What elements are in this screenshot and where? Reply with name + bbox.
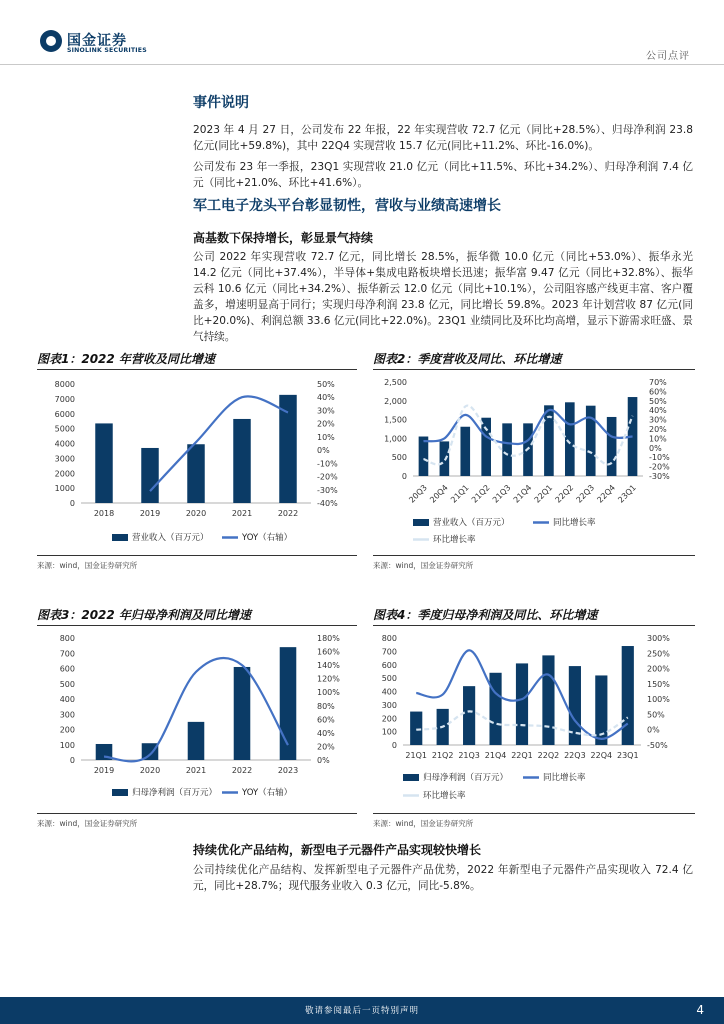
bar <box>440 441 450 476</box>
figure4-bottom-rule <box>373 813 695 814</box>
y2-tick-label: 60% <box>649 387 667 397</box>
x-tick-label: 21Q1 <box>449 483 471 505</box>
y-tick-label: 0 <box>401 472 407 481</box>
figure2-title: 图表2：季度营收及同比、环比增速 <box>373 352 562 366</box>
figure3-title: 图表3：2022 年归母净利润及同比增速 <box>37 608 251 622</box>
x-tick-label: 22Q4 <box>595 483 618 505</box>
legend-label: 环比增长率 <box>423 791 466 801</box>
section-title-growth: 军工电子龙头平台彰显韧性，营收与业绩高速增长 <box>193 198 501 214</box>
y-tick-label: 700 <box>59 649 75 659</box>
y2-tick-label: 120% <box>317 674 340 684</box>
x-tick-label: 2021 <box>231 509 253 518</box>
bar <box>419 437 429 476</box>
y2-tick-label: 50% <box>317 380 335 389</box>
y2-tick-label: 20% <box>317 419 335 429</box>
x-tick-label: 23Q1 <box>616 751 639 760</box>
y2-tick-label: -30% <box>317 485 338 495</box>
x-tick-label: 2022 <box>277 509 299 518</box>
legend-label: 归母净利润（百万元） <box>132 788 218 798</box>
footer-notice: 敬请参阅最后一页特别声明 <box>304 1006 419 1016</box>
x-tick-label: 20Q3 <box>407 483 429 505</box>
event-para-2: 公司发布 23 年一季报，23Q1 实现营收 21.0 亿元（同比+11.5%、环比+34.2%）、归母净利润 7.4 亿元（同比+21.0%、环比+41.6%）。 <box>193 161 693 189</box>
chart-netprofit-annual <box>37 628 357 808</box>
page-number: 4 <box>696 1003 704 1017</box>
figure2-top-rule <box>373 369 695 370</box>
y2-tick-label: 0% <box>647 725 660 735</box>
legend-label: 营业收入（百万元） <box>433 518 510 528</box>
legend-swatch-bar <box>413 519 429 526</box>
bar <box>463 686 475 745</box>
x-tick-label: 2022 <box>231 766 253 775</box>
bar <box>516 663 528 745</box>
x-tick-label: 21Q3 <box>458 751 480 760</box>
y-tick-label: 6000 <box>54 409 75 419</box>
y-tick-label: 500 <box>391 453 407 463</box>
chart-netprofit-quarterly <box>373 628 695 808</box>
y2-tick-label: 50% <box>649 396 667 406</box>
y2-tick-label: 250% <box>647 649 670 659</box>
x-tick-label: 23Q1 <box>616 483 638 505</box>
y-tick-label: 200 <box>381 714 397 724</box>
y2-tick-label: 40% <box>649 406 667 416</box>
product-paragraph-text: 公司持续优化产品结构、发挥新型电子元器件产品优势，2022 年新型电子元器件产品实现收入 72.4 亿元，同比+28.7%；现代服务业收入 0.3 亿元，同比-5.8%。 <box>193 864 693 892</box>
legend-label: 同比增长率 <box>543 773 586 783</box>
bar <box>279 395 296 503</box>
y2-tick-label: 20% <box>317 742 335 752</box>
x-tick-label: 22Q2 <box>537 751 560 760</box>
y2-tick-label: 60% <box>317 715 335 725</box>
x-tick-label: 2019 <box>93 766 115 775</box>
bar <box>234 667 251 760</box>
y-tick-label: 0 <box>69 756 75 765</box>
y2-tick-label: -50% <box>647 741 668 750</box>
y-tick-label: 600 <box>59 664 75 674</box>
x-tick-label: 22Q4 <box>590 751 613 760</box>
legend-label: 营业收入（百万元） <box>132 533 209 543</box>
x-tick-label: 21Q1 <box>405 751 428 760</box>
figure3-source: 来源：wind，国金证券研究所 <box>37 819 138 828</box>
y2-tick-label: -10% <box>649 453 670 463</box>
figure2-bottom-rule <box>373 555 695 556</box>
figure4-top-rule <box>373 625 695 626</box>
legend-label: YOY（右轴） <box>242 788 293 798</box>
y2-tick-label: 100% <box>317 688 340 698</box>
y-tick-label: 300 <box>381 700 397 710</box>
y2-tick-label: 30% <box>649 415 667 425</box>
subtitle-product: 持续优化产品结构，新型电子元器件产品实现较快增长 <box>193 843 482 857</box>
y2-tick-label: 50% <box>647 710 665 720</box>
y2-tick-label: 70% <box>649 378 667 387</box>
legend-label: YOY（右轴） <box>242 533 293 543</box>
bar <box>141 448 158 503</box>
bar <box>187 444 204 503</box>
figure4-title: 图表4：季度归母净利润及同比、环比增速 <box>373 608 598 622</box>
company-logo <box>40 30 160 58</box>
y2-tick-label: 200% <box>647 664 670 674</box>
x-tick-label: 22Q2 <box>553 483 576 505</box>
growth-paragraph <box>193 249 693 350</box>
y2-tick-label: -10% <box>317 459 338 469</box>
page-footer <box>0 997 724 1024</box>
bar <box>586 406 596 476</box>
y2-tick-label: 300% <box>647 634 670 643</box>
x-tick-label: 21Q2 <box>431 751 454 760</box>
bar <box>95 423 112 503</box>
x-tick-label: 22Q1 <box>532 483 555 505</box>
figure4-source: 来源：wind，国金证券研究所 <box>373 819 474 828</box>
bar <box>233 419 250 503</box>
y2-tick-label: 40% <box>317 728 335 738</box>
figure2-source: 来源：wind，国金证券研究所 <box>373 561 474 570</box>
y-tick-label: 400 <box>59 695 75 704</box>
y2-tick-label: 180% <box>317 634 340 643</box>
doc-type: 公司点评 <box>646 51 690 62</box>
x-tick-label: 22Q3 <box>564 751 586 760</box>
bar <box>542 655 554 745</box>
subtitle-growth: 高基数下保持增长，彰显景气持续 <box>193 231 374 245</box>
header-divider <box>0 64 724 65</box>
x-tick-label: 2021 <box>185 766 207 775</box>
x-tick-label: 21Q2 <box>469 483 492 505</box>
y2-tick-label: 0% <box>317 756 330 765</box>
figure1-bottom-rule <box>37 555 357 556</box>
y-tick-label: 5000 <box>54 424 75 434</box>
y-tick-label: 7000 <box>54 394 75 404</box>
growth-paragraph-text: 公司 2022 年实现营收 72.7 亿元，同比增长 28.5%，振华微 10.0 亿元（同比+53.0%）、振华永光 14.2 亿元（同比+37.4%），半导体+集成电路板块增长迅速；振华富 9.47 亿元（同比+32.8%）、振华云科 10.6 亿元（同比+34.2%）、振华新云 12.0 亿元（同比+10.1%），公司阻容感产线更丰富、客户覆盖多，增速明显高于同行；实现归母净利润 23.8 亿元，同比增长 59.8%。2023 年计划营收 87 亿元(同比+20.0%)、利润总额 33.6 亿元(同比+22.0%)。23Q1 业绩同比及环比均高增，显示下游需求旺盛、景气持续。 <box>193 251 693 343</box>
x-tick-label: 2020 <box>139 766 161 775</box>
y-tick-label: 700 <box>381 647 397 657</box>
logo-en: SINOLINK SECURITIES <box>67 47 147 54</box>
y-tick-label: 300 <box>59 710 75 720</box>
y2-tick-label: -30% <box>649 472 670 481</box>
y-tick-label: 200 <box>59 725 75 735</box>
y-tick-label: 8000 <box>54 380 75 389</box>
x-tick-label: 21Q3 <box>490 483 513 505</box>
y-tick-label: 0 <box>69 499 75 508</box>
y-tick-label: 2,000 <box>384 396 407 406</box>
y2-tick-label: 150% <box>647 679 670 689</box>
y-tick-label: 2000 <box>54 469 75 479</box>
figure1-top-rule <box>37 369 357 370</box>
y2-tick-label: -40% <box>317 499 338 508</box>
bar <box>460 427 470 476</box>
y-tick-label: 4000 <box>54 439 75 449</box>
y-tick-label: 1,500 <box>384 415 407 425</box>
x-tick-label: 21Q4 <box>511 483 534 505</box>
x-tick-label: 2018 <box>93 509 115 518</box>
bar <box>481 418 491 476</box>
y2-tick-label: 160% <box>317 647 340 657</box>
bar <box>489 673 501 745</box>
figure1-source: 来源：wind，国金证券研究所 <box>37 561 138 570</box>
figure1-title: 图表1：2022 年营收及同比增速 <box>37 352 215 366</box>
y2-tick-label: 30% <box>317 406 335 416</box>
y-tick-label: 100 <box>381 727 397 737</box>
x-tick-label: 20Q4 <box>428 483 450 505</box>
y2-tick-label: 10% <box>317 432 335 442</box>
y-tick-label: 800 <box>59 634 75 643</box>
legend-swatch-bar <box>112 789 128 796</box>
bar <box>622 646 634 745</box>
bar <box>565 402 575 476</box>
x-tick-label: 22Q1 <box>511 751 533 760</box>
bar <box>410 712 422 745</box>
product-paragraph <box>193 862 693 899</box>
x-tick-label: 22Q3 <box>574 483 597 505</box>
y-tick-label: 0 <box>391 741 397 750</box>
legend-swatch-bar <box>112 534 128 541</box>
legend-label: 归母净利润（百万元） <box>423 773 509 783</box>
bar <box>607 417 617 476</box>
y2-tick-label: 40% <box>317 393 335 403</box>
x-tick-label: 2023 <box>277 766 299 775</box>
y2-tick-label: 10% <box>649 434 667 444</box>
event-paragraphs <box>193 122 693 196</box>
y2-tick-label: 20% <box>649 425 667 434</box>
y2-tick-label: 80% <box>317 701 335 711</box>
y2-tick-label: 0% <box>649 443 662 453</box>
legend-swatch-bar <box>403 774 419 781</box>
y-tick-label: 400 <box>381 687 397 697</box>
chart-revenue-annual <box>37 372 357 550</box>
y-tick-label: 500 <box>59 679 75 689</box>
section-title-event: 事件说明 <box>193 95 249 111</box>
x-tick-label: 2020 <box>185 509 207 518</box>
x-tick-label: 21Q4 <box>484 751 507 760</box>
y-tick-label: 600 <box>381 660 397 670</box>
y2-tick-label: -20% <box>649 462 670 472</box>
y2-tick-label: 140% <box>317 661 340 671</box>
event-para-1: 2023 年 4 月 27 日，公司发布 22 年报，22 年实现营收 72.7 亿元（同比+28.5%）、归母净利润 23.8 亿元(同比+59.8%)，其中 22Q4 实现营收 15.7 亿元(同比+11.2%、环比-16.0%)。 <box>193 124 693 152</box>
y-tick-label: 1000 <box>54 484 75 494</box>
y-tick-label: 800 <box>381 634 397 643</box>
y-tick-label: 500 <box>381 674 397 684</box>
y2-tick-label: 0% <box>317 446 330 456</box>
bar <box>502 423 512 476</box>
chart-revenue-quarterly <box>373 372 695 550</box>
line-series-yoy <box>150 396 288 491</box>
bar <box>188 722 205 760</box>
y-tick-label: 2,500 <box>384 378 407 387</box>
y-tick-label: 3000 <box>54 454 75 464</box>
x-tick-label: 2019 <box>139 509 161 518</box>
legend-label: 同比增长率 <box>553 518 596 528</box>
y-tick-label: 100 <box>59 740 75 750</box>
legend-label: 环比增长率 <box>433 535 476 545</box>
y2-tick-label: -20% <box>317 472 338 482</box>
figure3-top-rule <box>37 625 357 626</box>
logo-icon <box>40 30 62 52</box>
logo-cn: 国金证券 <box>67 33 127 49</box>
y-tick-label: 1,000 <box>384 434 407 444</box>
figure3-bottom-rule <box>37 813 357 814</box>
y2-tick-label: 100% <box>647 695 670 705</box>
